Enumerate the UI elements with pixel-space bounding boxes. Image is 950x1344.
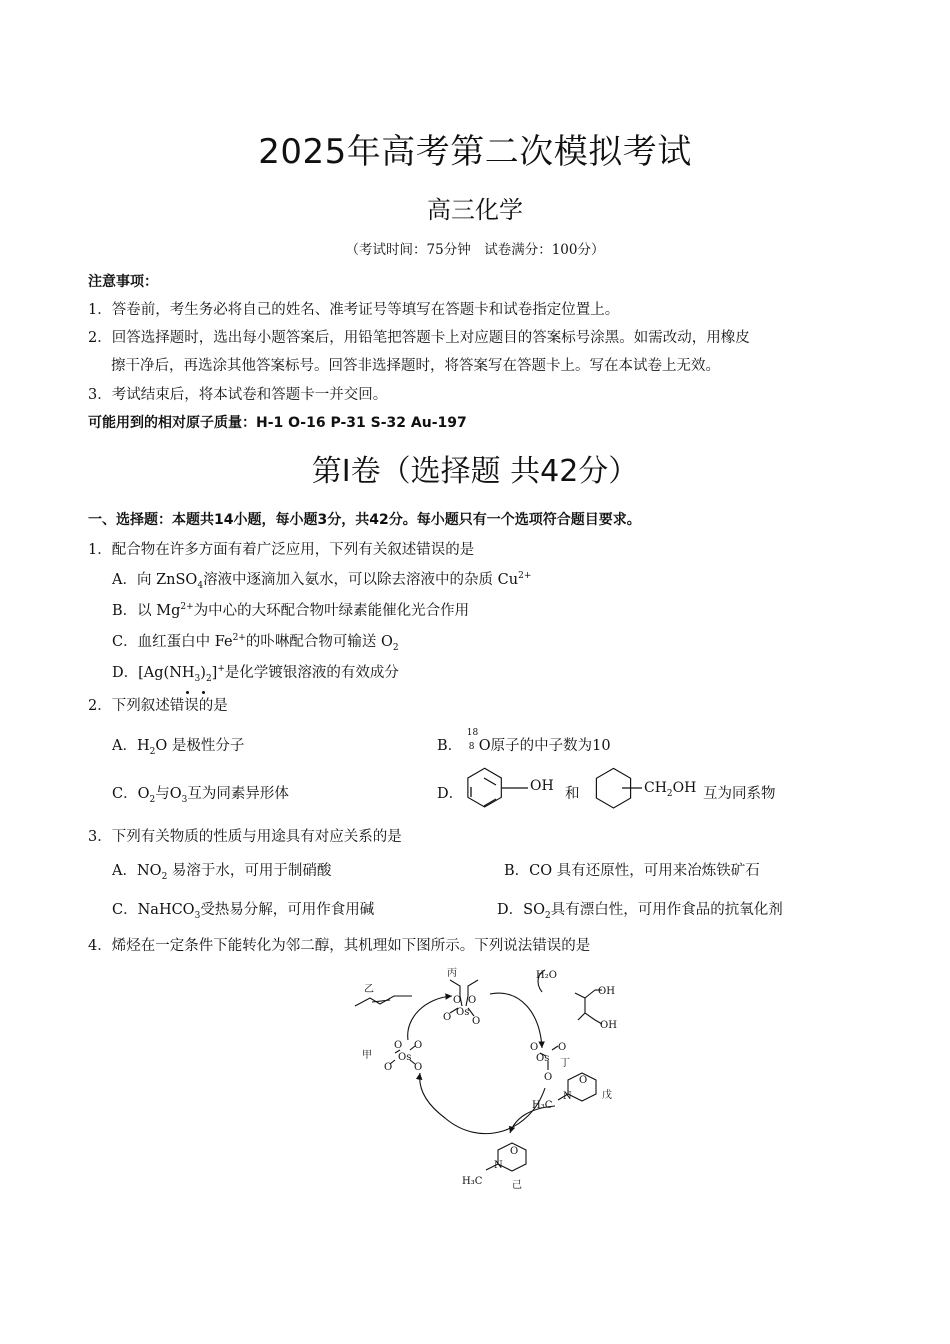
label-yi: 乙 [364, 984, 374, 995]
notice-item-3: 3．考试结束后，将本试卷和答题卡一并交回。 [88, 387, 388, 403]
svg-text:Os: Os [456, 1007, 470, 1018]
exam-meta: （考试时间：75分钟 试卷满分：100分） [345, 242, 605, 258]
emphasis-dot [186, 691, 189, 694]
section-title: 第Ⅰ卷（选择题 共42分） [311, 454, 639, 489]
label-jia: 甲 [362, 1050, 372, 1061]
svg-text:N: N [563, 1091, 572, 1102]
svg-text:O: O [443, 1012, 452, 1023]
notice-item-2-cont: 擦干净后，再选涂其他答案标号。回答非选择题时，将答案写在答题卡上。写在本试卷上无效。 [111, 358, 720, 374]
label-ji: 己 [512, 1180, 522, 1191]
q1-stem: 1．配合物在许多方面有着广泛应用，下列有关叙述错误的是 [88, 542, 475, 558]
svg-text:N: N [494, 1160, 503, 1171]
svg-text:H₃C: H₃C [462, 1176, 483, 1187]
q2-option-c: C．$O_2$与$O_3$互为同素异形体 [112, 786, 289, 805]
q3-option-b: B．CO 具有还原性，可用来冶炼铁矿石 [504, 863, 760, 879]
svg-text:O: O [453, 995, 462, 1006]
label-ding: 丁 [560, 1058, 570, 1069]
label-wu: 戊 [602, 1090, 612, 1101]
q2-option-b: B． 18 8 O原子的中子数为10 [437, 728, 611, 754]
notice-item-1: 1．答卷前，考生务必将自己的姓名、准考证号等填写在答题卡和试卷指定位置上。 [88, 302, 620, 318]
svg-text:O: O [544, 1072, 553, 1083]
svg-text:OH: OH [600, 1020, 617, 1031]
q2-option-d-label: D． [437, 786, 464, 802]
atomic-masses: 可能用到的相对原子质量：H-1 O-16 P-31 S-32 Au-197 [88, 415, 467, 431]
emphasis-dot [202, 691, 205, 694]
svg-text:Os: Os [398, 1052, 412, 1063]
svg-text:OH: OH [598, 986, 615, 997]
q1-option-c: C．血红蛋白中 $Fe^{2+}$的卟啉配合物可输送 $O_2$ [112, 633, 399, 653]
q1-option-a: A．向 ZnSO$_4$溶液中逐滴加入氨水，可以除去溶液中的杂质 $Cu^{2+}$ [112, 571, 532, 591]
q3-option-c: C．NaHCO$_3$受热易分解，可用作食用碱 [112, 902, 375, 921]
svg-text:O: O [414, 1062, 423, 1073]
q2-d-ch2oh: $CH_2OH$ [644, 780, 697, 799]
q3-stem: 3．下列有关物质的性质与用途具有对应关系的是 [88, 829, 402, 845]
svg-text:O: O [558, 1042, 567, 1053]
q2-option-a: A．$H_2O$ 是极性分子 [112, 738, 245, 757]
svg-text:O: O [394, 1040, 403, 1051]
section-instruction: 一、选择题：本题共14小题，每小题3分，共42分。每小题只有一个选项符合题目要求。 [88, 512, 641, 528]
exam-subtitle: 高三化学 [427, 196, 523, 224]
notice-item-2: 2．回答选择题时，选出每小题答案后，用铅笔把答题卡上对应题目的答案标号涂黑。如需改动，用橡皮 [88, 330, 750, 346]
svg-text:O: O [579, 1075, 588, 1086]
svg-text:O: O [530, 1042, 539, 1053]
svg-text:O: O [472, 1016, 481, 1027]
q3-option-a: A．$NO_2$ 易溶于水，可用于制硝酸 [112, 863, 332, 882]
q1-option-d: D．$[Ag(NH_3)_2]^+$是化学镀银溶液的有效成分 [112, 664, 399, 684]
svg-text:O: O [384, 1062, 393, 1073]
q2-stem: 2．下列叙述错误的是 [88, 698, 228, 714]
svg-text:H₃C: H₃C [532, 1100, 553, 1111]
q2-d-oh: OH [530, 778, 554, 794]
notice-heading: 注意事项： [88, 274, 158, 290]
svg-text:O: O [414, 1040, 423, 1051]
mechanism-diagram [350, 958, 640, 1198]
label-bing: 丙 [447, 968, 457, 979]
q3-option-d: D．$SO_2$具有漂白性，可用作食品的抗氧化剂 [497, 902, 783, 921]
q4-stem: 4．烯烃在一定条件下能转化为邻二醇，其机理如下图所示。下列说法错误的是 [88, 938, 591, 954]
svg-text:O: O [468, 995, 477, 1006]
svg-text:O: O [510, 1146, 519, 1157]
q2-d-and: 和 [565, 786, 580, 802]
q2-d-text: 互为同系物 [703, 786, 776, 802]
exam-title: 2025年高考第二次模拟考试 [258, 132, 692, 172]
label-h2o: H₂O [536, 970, 557, 981]
q1-option-b: B．以 $Mg^{2+}$为中心的大环配合物叶绿素能催化光合作用 [112, 602, 470, 619]
svg-text:Os: Os [536, 1053, 550, 1064]
